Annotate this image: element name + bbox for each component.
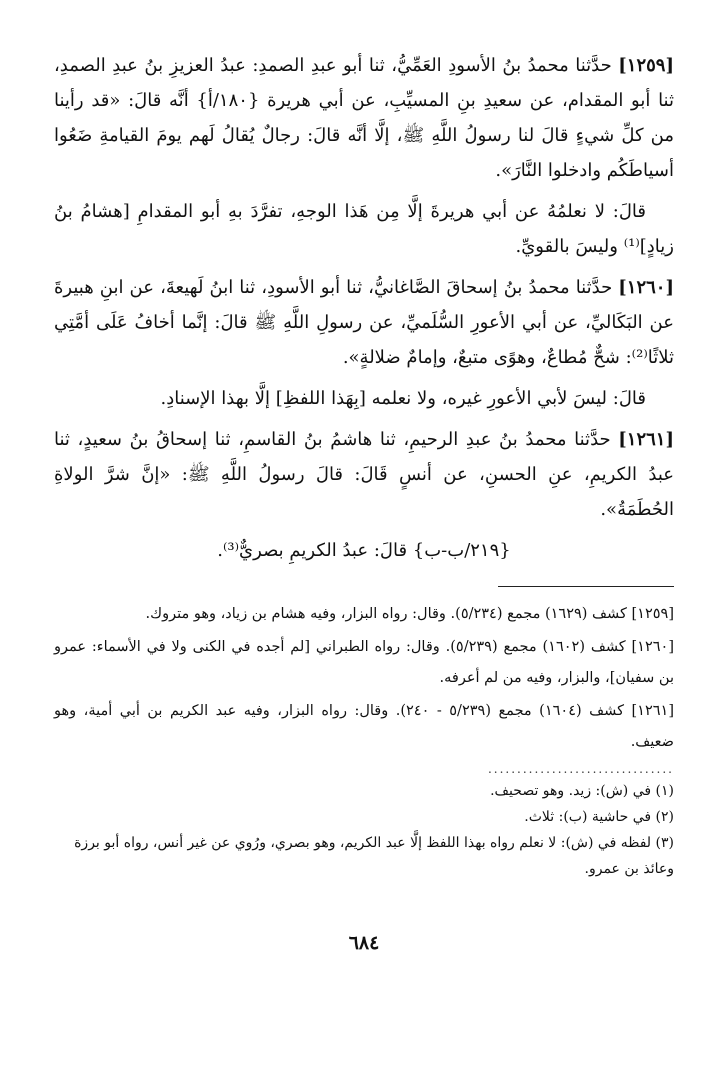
footnotes — [54, 778, 674, 882]
page-number: ٦٨٤ — [348, 932, 380, 954]
book-page — [54, 48, 674, 1079]
hadith-number: [١٢٦٠] — [618, 277, 674, 298]
dotted-separator: ................................ — [487, 762, 674, 776]
hadith-1261 — [54, 422, 674, 527]
hadith-1259-comment: قالَ: لا نعلمُهُ عن أبي هريرةَ إلَّا مِن هَذا الوجهِ، تفرَّدَ بهِ أبو المقدامِ [هشامُ بنُ زيادٍ]⁽¹⁾ وليسَ بالقويِّ. — [54, 201, 674, 257]
footnote-divider — [498, 586, 674, 587]
hadith-1260 — [54, 270, 674, 375]
main-text — [54, 48, 674, 568]
takhrij-note: [١٢٥٩] كشف (١٦٢٩) مجمع (٥/٢٣٤). وقال: رواه البزار، وفيه هشام بن زياد، وهو متروك. — [145, 606, 674, 622]
hadith-number: [١٢٥٩] — [618, 55, 674, 76]
footnote: (٢) في حاشية (ب): ثلاث. — [524, 809, 674, 825]
footnote: (٣) لفظه في (ش): لا نعلم رواه بهذا اللفظ إلَّا عبد الكريم، وهو بصري، ورُوي عن غير أنس، رواه أبو برزة وعائذ بن عمرو. — [74, 835, 674, 877]
hadith-text: حدَّثنا محمدُ بنُ الأسودِ العَمِّيُّ، ثنا أبو عبدِ الصمدِ: عبدُ العزيزِ بنُ عبدِ الصمدِ، ثنا أبو المقدام، عن سعيدِ بنِ المسيِّبِ، عن أبي هريرة {١٨٠/أ} أنَّه قالَ: «قد رأينا من كلِّ شيءٍ قالَ لنا رسولُ اللَّهِ ﷺ، إلَّا أنَّه قالَ: رجالٌ يُقالُ لَهم يومَ القيامةِ ضَعُوا أسياطَكُم وادخلوا النَّارَ». — [54, 55, 674, 181]
hadith-1259 — [54, 48, 674, 188]
hadith-1260-comment: قالَ: ليسَ لأبي الأعورِ غيره، ولا نعلمه [بِهَذا اللفظِ] إلَّا بهذا الإسنادِ. — [160, 388, 646, 409]
takhrij-note: [١٢٦٠] كشف (١٦٠٢) مجمع (٥/٢٣٩). وقال: رواه الطبراني [لم أجده في الكنى ولا في الأسماء: عمرو بن سفيان]، والبزار، وفيه من لم أعرفه. — [54, 639, 674, 686]
hadith-1261-comment: {٢١٩/ب-ب} قالَ: عبدُ الكريمِ بصريٌّ⁽³⁾. — [217, 540, 511, 561]
hadith-number: [١٢٦١] — [618, 429, 674, 450]
hadith-text: حدَّثنا محمدُ بنُ عبدِ الرحيمِ، ثنا هاشمُ بنُ القاسمِ، ثنا إسحاقُ بنُ سعيدٍ، ثنا عبدُ الكريمِ، عنِ الحسنِ، عن أنسٍ قَالَ: قالَ رسولُ اللَّهِ ﷺ: «إنَّ شرَّ الولاةِ الحُطَمَةُ». — [54, 429, 674, 520]
takhrij-notes — [54, 599, 674, 758]
footnote: (١) في (ش): زيد. وهو تصحيف. — [490, 783, 674, 799]
takhrij-note: [١٢٦١] كشف (١٦٠٤) مجمع (٥/٢٣٩ - ٢٤٠). وقال: رواه البزار، وفيه عبد الكريم بن أبي أمية، وهو ضعيف. — [54, 703, 674, 750]
hadith-text: حدَّثنا محمدُ بنُ إسحاقَ الصَّاغانيُّ، ثنا أبو الأسودِ، ثنا ابنُ لَهيعةَ، عن ابنِ هبيرةَ عن البَكَاليِّ، عن أبي الأعورِ السُّلَميِّ، عن رسولِ اللَّهِ ﷺ قالَ: إنَّما أخافُ عَلَى أمَّتِي ثلاثًا⁽²⁾: شحٌّ مُطاعٌ، وهوًى متبعٌ، وإمامٌ ضلالةٍ». — [54, 277, 674, 368]
